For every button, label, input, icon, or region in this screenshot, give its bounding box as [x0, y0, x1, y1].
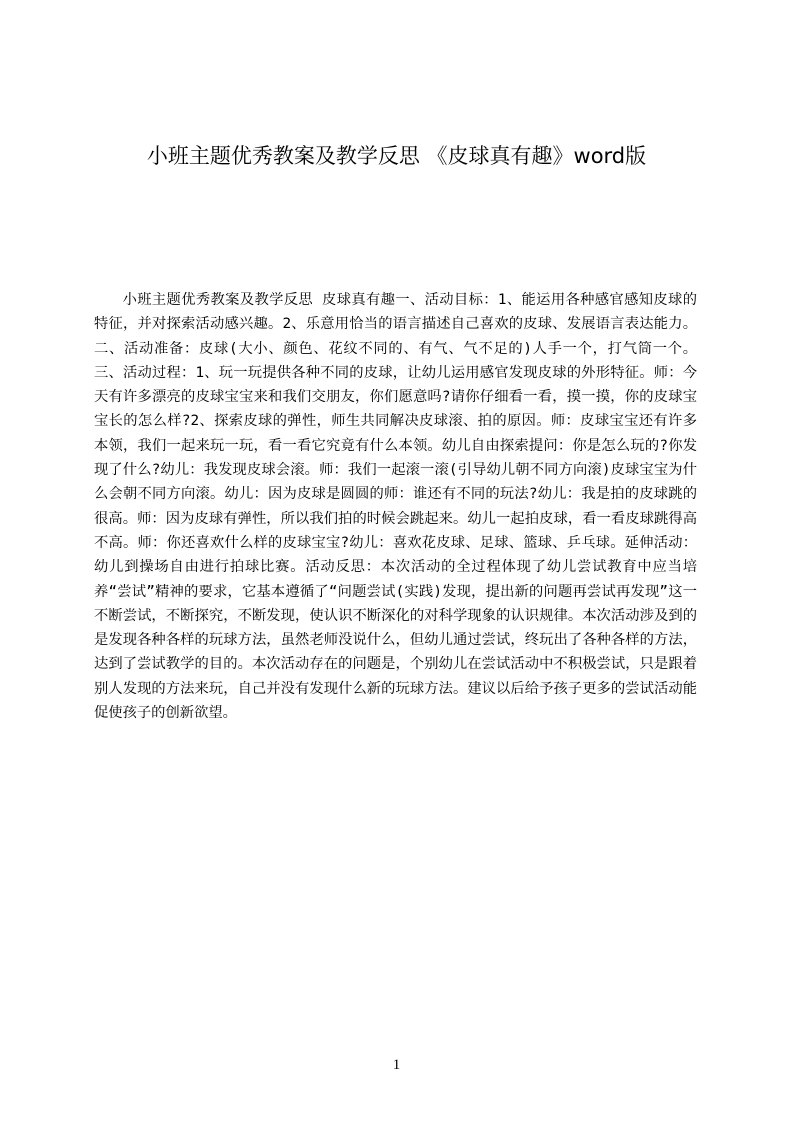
- document-body: 小班主题优秀教案及教学反思 皮球真有趣一、活动目标：1、能运用各种感官感知皮球的特征，并对探索活动感兴趣。2、乐意用恰当的语言描述自己喜欢的皮球、发展语言表达能力。二、活动准备：皮球(大小、颜色、花纹不同的、有气、气不足的)人手一个，打气筒一个。三、活动过程：1、玩一玩提供各种不同的皮球，让幼儿运用感官发现皮球的外形特征。师：今天有许多漂亮的皮球宝宝来和我们交朋友，你们愿意吗?请你仔细看一看，摸一摸，你的皮球宝宝长的怎么样?2、探索皮球的弹性，师生共同解决皮球滚、拍的原因。师：皮球宝宝还有许多本领，我们一起来玩一玩，看一看它究竟有什么本领。幼儿自由探索提问：你是怎么玩的?你发现了什么?幼儿：我发现皮球会滚。师：我们一起滚一滚(引导幼儿朝不同方向滚)皮球宝宝为什么会朝不同方向滚。幼儿：因为皮球是圆圆的师：谁还有不同的玩法?幼儿：我是拍的皮球跳的很高。师：因为皮球有弹性，所以我们拍的时候会跳起来。幼儿一起拍皮球，看一看皮球跳得高不高。师：你还喜欢什么样的皮球宝宝?幼儿：喜欢花皮球、足球、篮球、乒乓球。延伸活动：幼儿到操场自由进行拍球比赛。活动反思：本次活动的全过程体现了幼儿尝试教育中应当培养“尝试”精神的要求，它基本遵循了“问题尝试(实践)发现，提出新的问题再尝试再发现”这一不断尝试，不断探究，不断发现，使认识不断深化的对科学现象的认识规律。本次活动涉及到的是发现各种各样的玩球方法，虽然老师没说什么，但幼儿通过尝试，终玩出了各种各样的方法，达到了尝试教学的目的。本次活动存在的问题是，个别幼儿在尝试活动中不积极尝试，只是跟着别人发现的方法来玩，自己并没有发现什么新的玩球方法。建议以后给予孩子更多的尝试活动能促使孩子的创新欲望。: [94, 292, 697, 722]
- page-number: 1: [392, 1057, 401, 1073]
- document-title: 小班主题优秀教案及教学反思 《皮球真有趣》word版: [146, 144, 647, 168]
